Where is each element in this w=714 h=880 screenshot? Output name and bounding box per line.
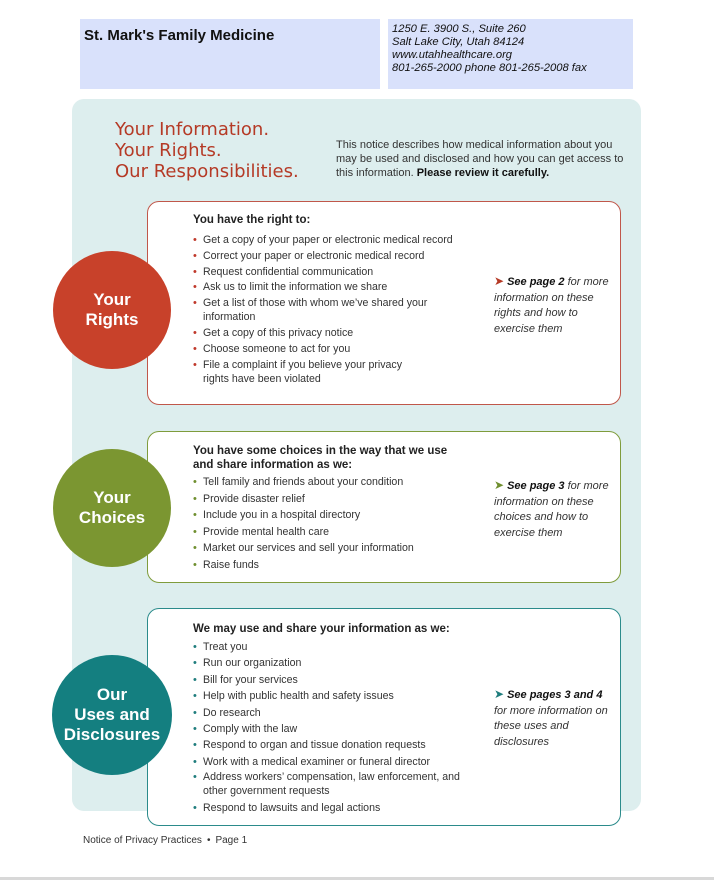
headline-line1: Your Information. [115,119,270,140]
rights-box [147,201,621,405]
list-item: • Get a copy of this privacy notice [193,326,483,342]
list-item: • Ask us to limit the information we share [193,280,483,296]
uses-box [147,608,621,826]
list-item: • Provide mental health care [193,524,483,541]
list-item: • Run our organization [193,655,483,671]
uses-see-page [494,687,614,750]
rights-list [193,233,483,388]
page-footer [83,835,247,846]
headline-line3: Our Responsibilities. [115,161,299,182]
uses-page-ref: See pages 3 and 4 [507,689,603,701]
list-item: • Include you in a hospital directory [193,507,483,524]
uses-heading: We may use and share your information as we: [193,623,450,635]
uses-circle-line3: Disclosures [63,725,161,744]
list-item: • File a complaint if you believe your privacy rights have been violated [193,358,425,386]
choices-circle-line1: Your [93,488,131,507]
headline [115,119,299,182]
rights-see-text: for more information on these rights and how to exercise them [494,276,609,335]
choices-circle [53,449,171,567]
header-contact-box [388,19,633,89]
footer-label: Notice of Privacy Practices [83,835,202,846]
list-item: • Get a list of those with whom we’ve shared your information [193,296,438,324]
list-item: • Tell family and friends about your condition [193,474,483,491]
rights-see-page [494,274,614,337]
rights-circle-line1: Your [93,290,131,309]
list-item: • Bill for your services [193,672,483,688]
list-item: • Work with a medical examiner or funeral director [193,754,483,770]
website: www.utahhealthcare.org [392,49,513,61]
list-item: • Respond to organ and tissue donation requests [193,737,483,753]
uses-list [193,639,483,817]
notice-emphasis: Please review it carefully. [416,167,550,179]
choices-heading: You have some choices in the way that we use and share information as we: [193,445,448,471]
right-arrow-icon: ➤ [494,478,505,492]
notice-text [336,138,626,180]
address-line1: 1250 E. 3900 S., Suite 260 [392,23,526,35]
choices-see-text: for more information on these choices and how to exercise them [494,480,609,539]
phone-fax: 801-265-2000 phone 801-265-2008 fax [392,62,587,74]
list-item: • Help with public health and safety issues [193,688,483,704]
list-item: • Respond to lawsuits and legal actions [193,800,483,816]
rights-heading: You have the right to: [193,214,311,226]
clinic-name: St. Mark's Family Medicine [84,27,275,44]
choices-list [193,474,483,574]
choices-circle-line2: Choices [78,508,146,527]
right-arrow-icon: ➤ [494,274,505,288]
address-line2: Salt Lake City, Utah 84124 [392,36,525,48]
list-item: • Comply with the law [193,721,483,737]
headline-line2: Your Rights. [115,140,222,161]
list-item: • Raise funds [193,557,483,574]
uses-see-text: for more information on these uses and disclosures [494,704,608,748]
uses-circle-line2: Uses and [74,705,150,724]
uses-circle [52,655,172,775]
rights-page-ref: See page 2 [507,276,565,288]
list-item: • Correct your paper or electronic medical record [193,249,483,265]
list-item: • Provide disaster relief [193,491,483,508]
footer-separator: • [206,835,211,846]
header-clinic-box [80,19,380,89]
list-item: • Market our services and sell your information [193,540,483,557]
list-item: • Request confidential communication [193,265,483,281]
rights-circle [53,251,171,369]
footer-page: Page 1 [215,835,248,846]
rights-circle-line2: Rights [85,310,139,329]
choices-page-ref: See page 3 [507,480,565,492]
list-item: • Get a copy of your paper or electronic medical record [193,233,483,249]
list-item: • Do research [193,705,483,721]
uses-circle-line1: Our [96,685,128,704]
list-item: • Treat you [193,639,483,655]
choices-box [147,431,621,583]
list-item: • Choose someone to act for you [193,342,483,358]
right-arrow-icon: ➤ [494,687,505,701]
choices-see-page [494,478,614,541]
notice-body: This notice describes how medical information about you may be used and disclosed and how you can get access to this information. [336,139,624,179]
list-item: • Address workers’ compensation, law enforcement, and other government requests [193,770,473,798]
